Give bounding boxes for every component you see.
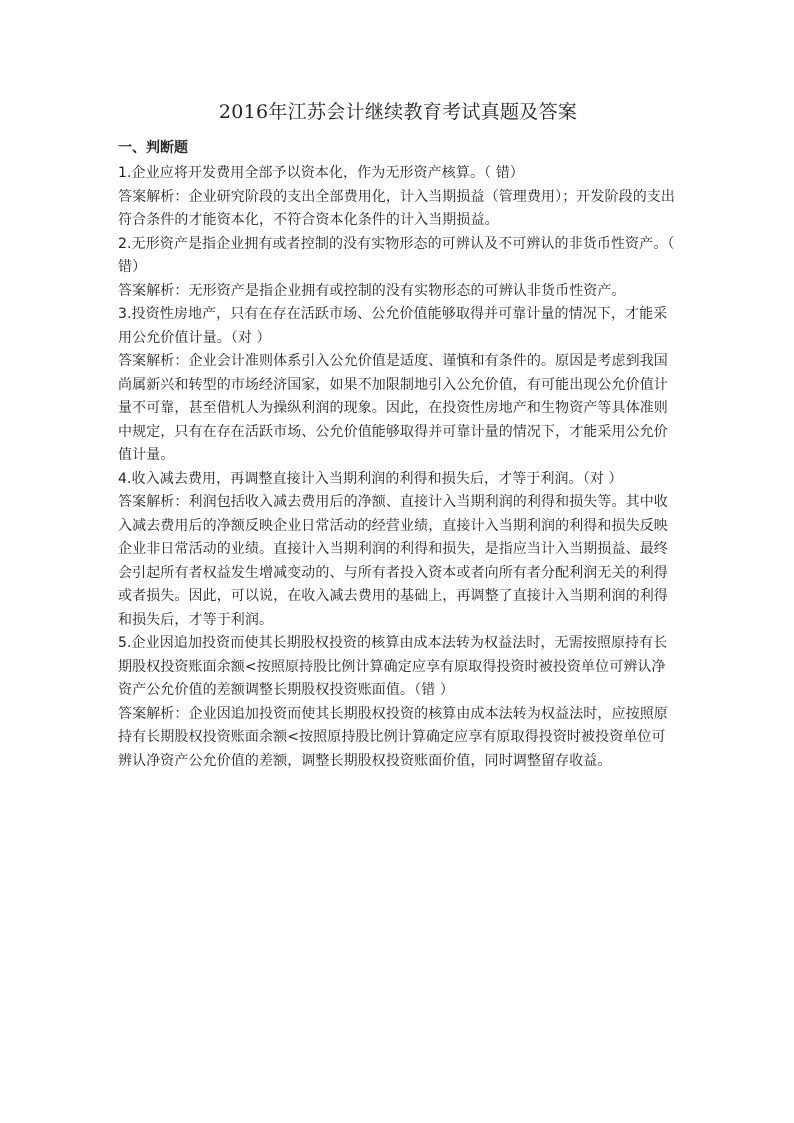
question-item-1	[118, 162, 678, 233]
question-text: 1.企业应将开发费用全部予以资本化，作为无形资产核算。（ 错）	[118, 165, 524, 181]
answer-analysis: 答案解析：企业研究阶段的支出全部费用化，计入当期损益（管理费用）；开发阶段的支出符合条件的才能资本化，不符合资本化条件的计入当期损益。	[118, 188, 675, 228]
question-text: 3.投资性房地产，只有在存在活跃市场、公允价值能够取得并可靠计量的情况下，才能采用公允价值计量。（对 ）	[118, 306, 668, 346]
question-item-3	[118, 303, 678, 468]
document-title: 2016年江苏会计继续教育考试真题及答案	[218, 101, 578, 123]
question-text: 4.收入减去费用，再调整直接计入当期利润的利得和损失后，才等于利润。（对 ）	[118, 470, 623, 487]
question-item-2	[118, 233, 678, 304]
question-item-4	[118, 468, 678, 633]
question-text: 5.企业因追加投资而使其长期股权投资的核算由成本法转为权益法时，无需按照原持有长期股权投资账面余额<按照原持股比例计算确定应享有原取得投资时被投资单位可辨认净资产公允价值的差额调整长期股权投资账面值。（错 ）	[118, 635, 668, 698]
question-item-5	[118, 632, 678, 773]
answer-analysis: 答案解析：企业因追加投资而使其长期股权投资的核算由成本法转为权益法时，应按照原持有长期股权投资账面余额<按照原持股比例计算确定应享有原取得投资时被投资单位可辨认净资产公允价值的差额，调整长期股权投资账面价值，同时调整留存收益。	[118, 705, 668, 769]
section-heading: 一、判断题	[118, 140, 188, 156]
document-page	[118, 92, 678, 773]
answer-analysis: 答案解析：企业会计准则体系引入公允价值是适度、谨慎和有条件的。原因是考虑到我国尚属新兴和转型的市场经济国家，如果不加限制地引入公允价值，有可能出现公允价值计量不可靠，甚至借机人为操纵利润的现象。因此，在投资性房地产和生物资产等具体准则中规定，只有在存在活跃市场、公允价值能够取得并可靠计量的情况下，才能采用公允价值计量。	[118, 353, 668, 463]
answer-analysis: 答案解析：无形资产是指企业拥有或控制的没有实物形态的可辨认非货币性资产。	[118, 282, 626, 299]
question-text: 2.无形资产是指企业拥有或者控制的没有实物形态的可辨认及不可辨认的非货币性资产。（ 错）	[118, 235, 675, 275]
answer-analysis: 答案解析：利润包括收入减去费用后的净额、直接计入当期利润的利得和损失等。其中收入减去费用后的净额反映企业日常活动的经营业绩，直接计入当期利润的利得和损失反映企业非日常活动的业绩。直接计入当期利润的利得和损失，是指应当计入当期损益、最终会引起所有者权益发生增减变动的、与所有者投入资本或者向所有者分配利润无关的利得或者损失。因此，可以说，在收入减去费用的基础上，再调整了直接计入当期利润的利得和损失后，才等于利润。	[118, 494, 668, 628]
